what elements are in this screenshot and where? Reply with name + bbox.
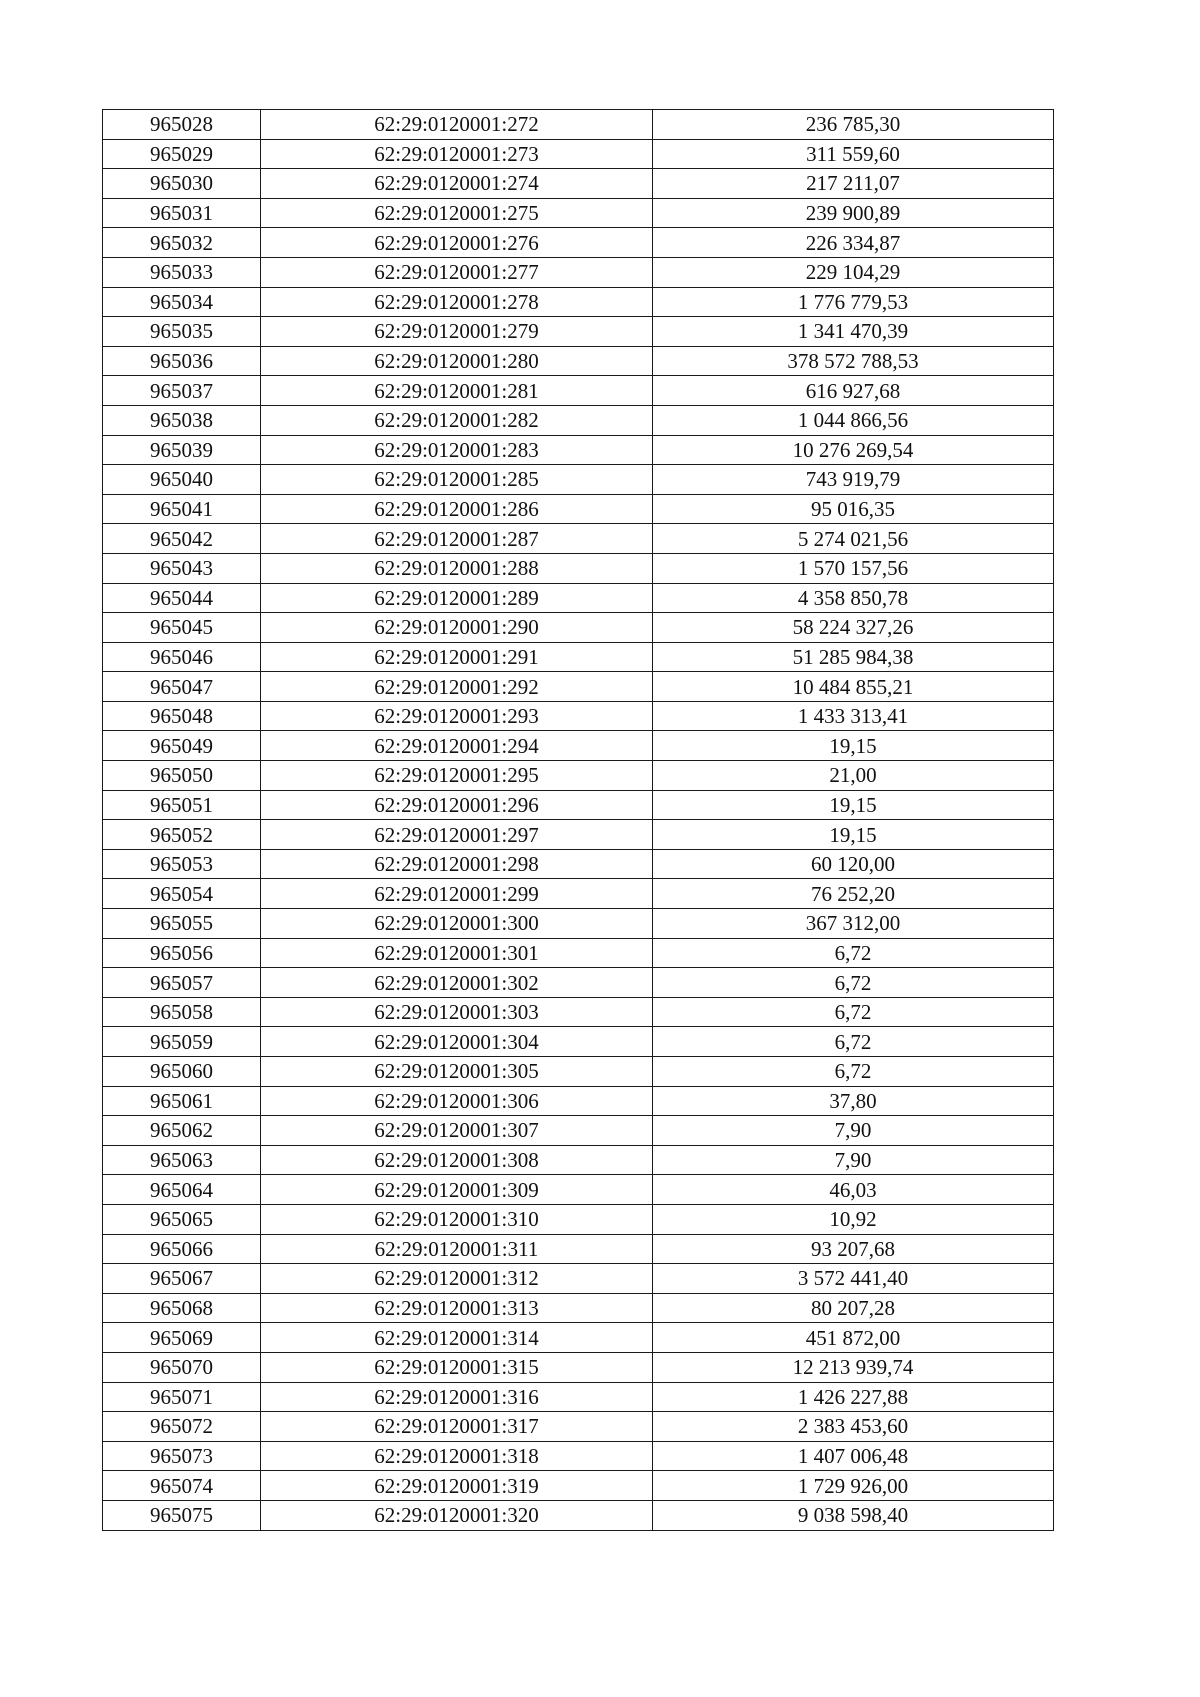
cadastral-value-cell: 6,72: [653, 968, 1054, 998]
row-number-cell: 965067: [103, 1264, 261, 1294]
row-number-cell: 965066: [103, 1234, 261, 1264]
cadastral-number-cell: 62:29:0120001:290: [261, 613, 653, 643]
cadastral-number-cell: 62:29:0120001:287: [261, 524, 653, 554]
cadastral-value-cell: 21,00: [653, 761, 1054, 791]
cadastral-number-cell: 62:29:0120001:282: [261, 405, 653, 435]
row-number-cell: 965072: [103, 1412, 261, 1442]
cadastral-value-cell: 80 207,28: [653, 1293, 1054, 1323]
cadastral-value-cell: 1 776 779,53: [653, 287, 1054, 317]
cadastral-value-cell: 4 358 850,78: [653, 583, 1054, 613]
row-number-cell: 965040: [103, 465, 261, 495]
table-row: [103, 494, 1054, 524]
cadastral-number-cell: 62:29:0120001:317: [261, 1412, 653, 1442]
cadastral-value-cell: 7,90: [653, 1116, 1054, 1146]
row-number-cell: 965052: [103, 820, 261, 850]
cadastral-value-cell: 616 927,68: [653, 376, 1054, 406]
row-number-cell: 965061: [103, 1086, 261, 1116]
row-number-cell: 965034: [103, 287, 261, 317]
cadastral-number-cell: 62:29:0120001:274: [261, 169, 653, 199]
row-number-cell: 965062: [103, 1116, 261, 1146]
cadastral-value-cell: 229 104,29: [653, 257, 1054, 287]
table-row: [103, 701, 1054, 731]
row-number-cell: 965058: [103, 997, 261, 1027]
table-row: [103, 1145, 1054, 1175]
table-row: [103, 583, 1054, 613]
cadastral-value-cell: 6,72: [653, 1057, 1054, 1087]
row-number-cell: 965057: [103, 968, 261, 998]
table-row: [103, 1471, 1054, 1501]
table-row: [103, 465, 1054, 495]
table-row: [103, 524, 1054, 554]
row-number-cell: 965030: [103, 169, 261, 199]
cadastral-value-cell: 1 426 227,88: [653, 1382, 1054, 1412]
table-row: [103, 642, 1054, 672]
cadastral-value-table: [102, 109, 1054, 1531]
table-row: [103, 909, 1054, 939]
cadastral-value-cell: 743 919,79: [653, 465, 1054, 495]
table-body: [103, 110, 1054, 1531]
cadastral-number-cell: 62:29:0120001:272: [261, 110, 653, 140]
cadastral-number-cell: 62:29:0120001:276: [261, 228, 653, 258]
row-number-cell: 965046: [103, 642, 261, 672]
table-row: [103, 110, 1054, 140]
cadastral-value-cell: 9 038 598,40: [653, 1500, 1054, 1530]
cadastral-value-cell: 10 484 855,21: [653, 672, 1054, 702]
cadastral-value-cell: 19,15: [653, 731, 1054, 761]
cadastral-number-cell: 62:29:0120001:308: [261, 1145, 653, 1175]
row-number-cell: 965064: [103, 1175, 261, 1205]
table-row: [103, 346, 1054, 376]
cadastral-number-cell: 62:29:0120001:288: [261, 553, 653, 583]
row-number-cell: 965051: [103, 790, 261, 820]
row-number-cell: 965050: [103, 761, 261, 791]
cadastral-value-cell: 19,15: [653, 790, 1054, 820]
row-number-cell: 965063: [103, 1145, 261, 1175]
cadastral-number-cell: 62:29:0120001:320: [261, 1500, 653, 1530]
cadastral-value-cell: 6,72: [653, 997, 1054, 1027]
row-number-cell: 965056: [103, 938, 261, 968]
cadastral-value-cell: 58 224 327,26: [653, 613, 1054, 643]
table-row: [103, 672, 1054, 702]
table-row: [103, 731, 1054, 761]
cadastral-value-cell: 239 900,89: [653, 198, 1054, 228]
cadastral-number-cell: 62:29:0120001:277: [261, 257, 653, 287]
cadastral-number-cell: 62:29:0120001:311: [261, 1234, 653, 1264]
cadastral-number-cell: 62:29:0120001:293: [261, 701, 653, 731]
cadastral-number-cell: 62:29:0120001:279: [261, 317, 653, 347]
row-number-cell: 965071: [103, 1382, 261, 1412]
cadastral-number-cell: 62:29:0120001:302: [261, 968, 653, 998]
cadastral-number-cell: 62:29:0120001:297: [261, 820, 653, 850]
table-row: [103, 1027, 1054, 1057]
row-number-cell: 965042: [103, 524, 261, 554]
row-number-cell: 965070: [103, 1352, 261, 1382]
cadastral-value-cell: 6,72: [653, 938, 1054, 968]
cadastral-number-cell: 62:29:0120001:316: [261, 1382, 653, 1412]
table-row: [103, 938, 1054, 968]
table-row: [103, 761, 1054, 791]
row-number-cell: 965047: [103, 672, 261, 702]
cadastral-value-cell: 1 570 157,56: [653, 553, 1054, 583]
row-number-cell: 965036: [103, 346, 261, 376]
row-number-cell: 965045: [103, 613, 261, 643]
cadastral-value-cell: 93 207,68: [653, 1234, 1054, 1264]
table-row: [103, 1500, 1054, 1530]
cadastral-number-cell: 62:29:0120001:304: [261, 1027, 653, 1057]
row-number-cell: 965032: [103, 228, 261, 258]
cadastral-value-cell: 7,90: [653, 1145, 1054, 1175]
cadastral-value-cell: 1 044 866,56: [653, 405, 1054, 435]
table-row: [103, 613, 1054, 643]
row-number-cell: 965031: [103, 198, 261, 228]
cadastral-value-cell: 451 872,00: [653, 1323, 1054, 1353]
row-number-cell: 965049: [103, 731, 261, 761]
cadastral-number-cell: 62:29:0120001:319: [261, 1471, 653, 1501]
cadastral-number-cell: 62:29:0120001:294: [261, 731, 653, 761]
table-row: [103, 1264, 1054, 1294]
table-row: [103, 1293, 1054, 1323]
table-row: [103, 1175, 1054, 1205]
table-row: [103, 1412, 1054, 1442]
row-number-cell: 965029: [103, 139, 261, 169]
row-number-cell: 965054: [103, 879, 261, 909]
row-number-cell: 965044: [103, 583, 261, 613]
row-number-cell: 965028: [103, 110, 261, 140]
table-row: [103, 435, 1054, 465]
table-row: [103, 1086, 1054, 1116]
row-number-cell: 965039: [103, 435, 261, 465]
cadastral-number-cell: 62:29:0120001:312: [261, 1264, 653, 1294]
cadastral-value-cell: 1 341 470,39: [653, 317, 1054, 347]
row-number-cell: 965068: [103, 1293, 261, 1323]
cadastral-number-cell: 62:29:0120001:299: [261, 879, 653, 909]
table-row: [103, 1057, 1054, 1087]
cadastral-value-cell: 76 252,20: [653, 879, 1054, 909]
cadastral-number-cell: 62:29:0120001:309: [261, 1175, 653, 1205]
cadastral-value-cell: 60 120,00: [653, 849, 1054, 879]
cadastral-number-cell: 62:29:0120001:301: [261, 938, 653, 968]
table-row: [103, 553, 1054, 583]
table-row: [103, 376, 1054, 406]
cadastral-value-cell: 1 729 926,00: [653, 1471, 1054, 1501]
table-row: [103, 968, 1054, 998]
table-row: [103, 228, 1054, 258]
cadastral-value-cell: 1 407 006,48: [653, 1441, 1054, 1471]
row-number-cell: 965074: [103, 1471, 261, 1501]
row-number-cell: 965043: [103, 553, 261, 583]
table-row: [103, 1204, 1054, 1234]
table-row: [103, 1116, 1054, 1146]
cadastral-value-cell: 311 559,60: [653, 139, 1054, 169]
cadastral-value-cell: 37,80: [653, 1086, 1054, 1116]
table-row: [103, 1352, 1054, 1382]
cadastral-number-cell: 62:29:0120001:289: [261, 583, 653, 613]
table-row: [103, 139, 1054, 169]
cadastral-number-cell: 62:29:0120001:298: [261, 849, 653, 879]
cadastral-number-cell: 62:29:0120001:291: [261, 642, 653, 672]
cadastral-value-cell: 95 016,35: [653, 494, 1054, 524]
cadastral-value-cell: 236 785,30: [653, 110, 1054, 140]
cadastral-value-cell: 12 213 939,74: [653, 1352, 1054, 1382]
cadastral-number-cell: 62:29:0120001:305: [261, 1057, 653, 1087]
cadastral-value-cell: 51 285 984,38: [653, 642, 1054, 672]
cadastral-number-cell: 62:29:0120001:307: [261, 1116, 653, 1146]
table-row: [103, 257, 1054, 287]
cadastral-number-cell: 62:29:0120001:310: [261, 1204, 653, 1234]
cadastral-number-cell: 62:29:0120001:300: [261, 909, 653, 939]
cadastral-value-cell: 2 383 453,60: [653, 1412, 1054, 1442]
cadastral-value-cell: 46,03: [653, 1175, 1054, 1205]
cadastral-number-cell: 62:29:0120001:286: [261, 494, 653, 524]
row-number-cell: 965075: [103, 1500, 261, 1530]
cadastral-value-cell: 19,15: [653, 820, 1054, 850]
cadastral-value-cell: 378 572 788,53: [653, 346, 1054, 376]
cadastral-number-cell: 62:29:0120001:313: [261, 1293, 653, 1323]
row-number-cell: 965073: [103, 1441, 261, 1471]
cadastral-value-cell: 6,72: [653, 1027, 1054, 1057]
cadastral-value-cell: 3 572 441,40: [653, 1264, 1054, 1294]
cadastral-number-cell: 62:29:0120001:280: [261, 346, 653, 376]
cadastral-number-cell: 62:29:0120001:314: [261, 1323, 653, 1353]
row-number-cell: 965035: [103, 317, 261, 347]
cadastral-value-cell: 5 274 021,56: [653, 524, 1054, 554]
row-number-cell: 965053: [103, 849, 261, 879]
row-number-cell: 965041: [103, 494, 261, 524]
cadastral-number-cell: 62:29:0120001:303: [261, 997, 653, 1027]
table-row: [103, 287, 1054, 317]
cadastral-value-cell: 226 334,87: [653, 228, 1054, 258]
table-row: [103, 405, 1054, 435]
cadastral-number-cell: 62:29:0120001:278: [261, 287, 653, 317]
table-row: [103, 1441, 1054, 1471]
cadastral-value-cell: 10 276 269,54: [653, 435, 1054, 465]
table-row: [103, 820, 1054, 850]
table-row: [103, 790, 1054, 820]
table-row: [103, 879, 1054, 909]
table-row: [103, 198, 1054, 228]
cadastral-number-cell: 62:29:0120001:281: [261, 376, 653, 406]
cadastral-number-cell: 62:29:0120001:292: [261, 672, 653, 702]
cadastral-number-cell: 62:29:0120001:306: [261, 1086, 653, 1116]
table-row: [103, 317, 1054, 347]
table-row: [103, 169, 1054, 199]
cadastral-number-cell: 62:29:0120001:273: [261, 139, 653, 169]
cadastral-number-cell: 62:29:0120001:296: [261, 790, 653, 820]
row-number-cell: 965069: [103, 1323, 261, 1353]
row-number-cell: 965055: [103, 909, 261, 939]
cadastral-value-cell: 367 312,00: [653, 909, 1054, 939]
table-row: [103, 1323, 1054, 1353]
row-number-cell: 965037: [103, 376, 261, 406]
row-number-cell: 965059: [103, 1027, 261, 1057]
cadastral-number-cell: 62:29:0120001:315: [261, 1352, 653, 1382]
row-number-cell: 965065: [103, 1204, 261, 1234]
table-row: [103, 1234, 1054, 1264]
row-number-cell: 965038: [103, 405, 261, 435]
table-row: [103, 997, 1054, 1027]
row-number-cell: 965048: [103, 701, 261, 731]
cadastral-value-cell: 10,92: [653, 1204, 1054, 1234]
row-number-cell: 965033: [103, 257, 261, 287]
cadastral-value-cell: 217 211,07: [653, 169, 1054, 199]
cadastral-value-cell: 1 433 313,41: [653, 701, 1054, 731]
table-row: [103, 1382, 1054, 1412]
row-number-cell: 965060: [103, 1057, 261, 1087]
cadastral-number-cell: 62:29:0120001:285: [261, 465, 653, 495]
table-row: [103, 849, 1054, 879]
cadastral-number-cell: 62:29:0120001:275: [261, 198, 653, 228]
cadastral-number-cell: 62:29:0120001:283: [261, 435, 653, 465]
cadastral-number-cell: 62:29:0120001:318: [261, 1441, 653, 1471]
cadastral-number-cell: 62:29:0120001:295: [261, 761, 653, 791]
